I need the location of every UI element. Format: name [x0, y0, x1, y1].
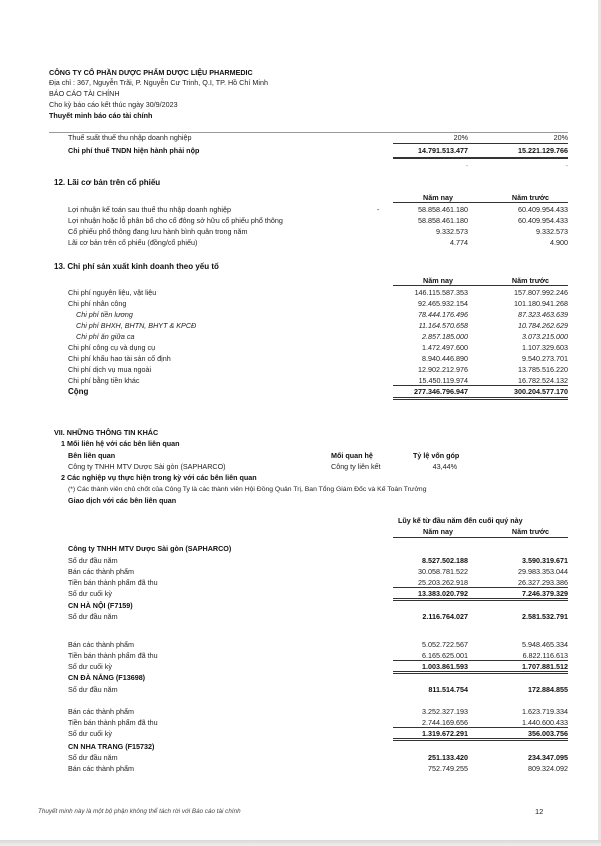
cost-row-previous: 1.107.329.603	[522, 343, 568, 352]
costs-total-label: Cộng	[68, 387, 89, 396]
party-row-current: 13.383.020.792	[418, 589, 468, 598]
party-row-label: Bán các thành phẩm	[68, 707, 134, 716]
party-row-previous: 1.623.719.334	[522, 707, 568, 716]
party-row-previous: 2.581.532.791	[522, 612, 568, 621]
col-group-cumulative: Lũy kế từ đầu năm đến cuối quý này	[398, 516, 523, 525]
tax-rate-label: Thuế suất thuế thu nhập doanh nghiệp	[68, 133, 192, 142]
tax-subtotal-line	[393, 143, 568, 144]
eps-row-label: Cổ phiếu phổ thông đang lưu hành bình quân trong năm	[68, 227, 248, 236]
eps-title: 12. Lãi cơ bản trên cổ phiếu	[54, 178, 161, 187]
party-row-label: Số dư đầu năm	[68, 612, 118, 621]
eps-row-current: 9.332.573	[436, 227, 468, 236]
tax-expense-previous: 15.221.129.766	[518, 146, 568, 155]
tx-header-line	[393, 537, 568, 538]
eps-row-previous: 9.332.573	[536, 227, 568, 236]
cost-row-current: 92.465.932.154	[418, 299, 468, 308]
party-subtotal-line	[393, 660, 568, 661]
cost-subrow-label: Chi phí tiền lương	[76, 310, 133, 319]
party-name: CN HÀ NỘI (F7159)	[68, 601, 133, 610]
tax-expense-label: Chi phí thuế TNDN hiện hành phải nộp	[68, 146, 200, 155]
eps-dash-mark: -	[377, 205, 380, 214]
party-row-current: 251.133.420	[428, 753, 468, 762]
costs-total-current: 277.346.796.947	[414, 387, 468, 396]
eps-row-label: Lợi nhuận kế toán sau thuế thu nhập doanh nghiệp	[68, 205, 231, 214]
party-row-label: Bán các thành phẩm	[68, 764, 134, 773]
party-row-current: 3.252.327.193	[422, 707, 468, 716]
cost-row-label: Chi phí dịch vụ mua ngoài	[68, 365, 152, 374]
related-parties-title: 1 Mối liên hệ với các bên liên quan	[61, 439, 180, 448]
costs-total-double-line	[393, 397, 568, 400]
party-row-current: 6.165.625.001	[422, 651, 468, 660]
related-party-relation: Công ty liên kết	[331, 462, 381, 471]
company-address: Địa chỉ : 367, Nguyễn Trãi, P. Nguyễn Cư Trinh, Q.I, TP. Hồ Chí Minh	[49, 78, 268, 87]
party-row-label: Tiền bán thành phẩm đã thu	[68, 651, 158, 660]
key-members-note: (*) Các thành viên chủ chốt của Công Ty là các thành viên Hội Đồng Quản Trị, Ban Tổng Giám Đốc và Kế Toán Trưởng	[68, 486, 427, 493]
cost-row-previous: 16.782.524.132	[518, 376, 568, 385]
transactions-section-title: 2 Các nghiệp vụ thực hiện trong kỳ với các bên liên quan	[61, 473, 257, 482]
cost-row-label: Chi phí khấu hao tài sản cố định	[68, 354, 171, 363]
company-name: CÔNG TY CỔ PHẦN DƯỢC PHẨM DƯỢC LIỆU PHARMEDIC	[49, 68, 253, 77]
tx-col-current: Năm nay	[423, 527, 453, 536]
party-row-label: Số dư đầu năm	[68, 685, 118, 694]
col-related-party: Bên liên quan	[68, 451, 116, 460]
party-row-previous: 809.324.092	[528, 764, 568, 773]
party-row-label: Bán các thành phẩm	[68, 640, 134, 649]
party-row-label: Số dư cuối kỳ	[68, 589, 112, 598]
party-row-previous: 7.246.379.329	[522, 589, 568, 598]
costs-total-previous: 300.204.577.170	[514, 387, 568, 396]
party-row-label: Tiền bán thành phẩm đã thu	[68, 578, 158, 587]
cost-row-previous: 157.807.992.246	[514, 288, 568, 297]
cost-row-label: Chi phí nguyên liệu, vật liệu	[68, 288, 157, 297]
eps-header-line	[393, 202, 568, 203]
tax-rate-current: 20%	[453, 133, 468, 142]
eps-row-current: 58.858.461.180	[418, 216, 468, 225]
report-title: BÁO CÁO TÀI CHÍNH	[49, 89, 120, 98]
related-party-name: Công ty TNHH MTV Dược Sài gòn (SAPHARCO)	[68, 462, 226, 471]
party-row-current: 25.203.262.918	[418, 578, 468, 587]
cost-subrow-current: 2.857.185.000	[422, 332, 468, 341]
party-row-previous: 356.003.756	[528, 729, 568, 738]
footer-note: Thuyết minh này là một bộ phận không thể tách rời với Báo cáo tài chính	[38, 808, 241, 815]
cost-subrow-label: Chi phí ăn giữa ca	[76, 332, 135, 341]
party-row-previous: 3.590.319.671	[522, 556, 568, 565]
cost-row-label: Chi phí nhân công	[68, 299, 127, 308]
costs-subtotal-line	[393, 385, 568, 386]
costs-col-current: Năm nay	[423, 276, 453, 285]
cost-row-label: Chi phí công cụ và dụng cụ	[68, 343, 156, 352]
costs-title: 13. Chi phí sản xuất kinh doanh theo yếu tố	[54, 262, 219, 271]
cost-row-previous: 9.540.273.701	[522, 354, 568, 363]
party-row-previous: 5.948.465.334	[522, 640, 568, 649]
party-name: CN NHA TRANG (F15732)	[68, 742, 155, 751]
party-row-previous: 1.707.881.512	[522, 662, 568, 671]
col-capital-ratio: Tỷ lệ vốn góp	[413, 451, 460, 460]
eps-row-current: 58.858.461.180	[418, 205, 468, 214]
eps-col-previous: Năm trước	[511, 193, 549, 202]
cost-row-current: 15.450.119.974	[418, 376, 468, 385]
party-row-current: 5.052.722.567	[422, 640, 468, 649]
party-row-current: 752.749.255	[428, 764, 468, 773]
cost-row-previous: 13.785.516.220	[518, 365, 568, 374]
transactions-subtitle: Giao dịch với các bên liên quan	[68, 496, 177, 505]
cost-subrow-previous: 87.323.463.639	[518, 310, 568, 319]
tx-col-previous: Năm trước	[511, 527, 549, 536]
eps-row-label: Lãi cơ bản trên cổ phiếu (đồng/cổ phiếu)	[68, 238, 198, 247]
eps-col-current: Năm nay	[423, 193, 453, 202]
cost-subrow-current: 78.444.176.496	[418, 310, 468, 319]
party-row-label: Bán các thành phẩm	[68, 567, 134, 576]
tax-total-double-line	[393, 157, 568, 159]
eps-row-previous: 4.900	[550, 238, 568, 247]
cost-row-current: 12.902.212.976	[418, 365, 468, 374]
cost-row-previous: 101.180.941.268	[514, 299, 568, 308]
eps-row-previous: 60.409.954.433	[518, 216, 568, 225]
party-row-current: 1.003.861.593	[422, 662, 468, 671]
party-row-label: Tiền bán thành phẩm đã thu	[68, 718, 158, 727]
tax-expense-current: 14.791.513.477	[418, 146, 468, 155]
page-number: 12	[535, 807, 544, 816]
party-subtotal-line	[393, 727, 568, 728]
party-name: Công ty TNHH MTV Dược Sài gòn (SAPHARCO)	[68, 544, 232, 553]
party-row-previous: 1.440.600.433	[522, 718, 568, 727]
party-total-double-line	[393, 738, 568, 741]
party-row-current: 2.116.764.027	[422, 612, 468, 621]
cost-subrow-current: 11.164.570.658	[418, 321, 468, 330]
party-row-current: 30.058.781.522	[418, 567, 468, 576]
party-row-previous: 234.347.095	[528, 753, 568, 762]
cost-row-label: Chi phí bằng tiền khác	[68, 376, 140, 385]
cost-subrow-previous: 3.073.215.000	[522, 332, 568, 341]
eps-row-previous: 60.409.954.433	[518, 205, 568, 214]
tax-rate-previous: 20%	[553, 133, 568, 142]
cost-row-current: 1.472.497.600	[422, 343, 468, 352]
party-row-label: Số dư cuối kỳ	[68, 729, 112, 738]
page-bottom-shadow	[0, 840, 601, 846]
costs-header-line	[393, 285, 568, 286]
party-row-current: 811.514.754	[428, 685, 468, 694]
col-relationship: Mối quan hệ	[331, 451, 373, 460]
party-row-previous: 6.822.116.613	[522, 651, 568, 660]
section-title: Thuyết minh báo cáo tài chính	[49, 111, 153, 120]
tax-dash-current: -	[465, 161, 468, 170]
costs-col-previous: Năm trước	[511, 276, 549, 285]
related-party-ratio: 43,44%	[432, 462, 457, 471]
party-row-label: Số dư đầu năm	[68, 556, 118, 565]
cost-subrow-label: Chi phí BHXH, BHTN, BHYT & KPCĐ	[76, 321, 197, 330]
party-row-previous: 26.327.293.386	[518, 578, 568, 587]
tax-dash-previous: -	[565, 161, 568, 170]
party-row-current: 2.744.169.656	[422, 718, 468, 727]
party-total-double-line	[393, 671, 568, 674]
eps-row-label: Lợi nhuận hoặc lỗ phân bổ cho cổ đông sở hữu cổ phiếu phổ thông	[68, 216, 283, 225]
party-name: CN ĐÀ NẴNG (F13698)	[68, 673, 146, 682]
party-row-current: 1.319.672.291	[422, 729, 468, 738]
other-info-title: VII. NHỮNG THÔNG TIN KHÁC	[54, 428, 159, 437]
cost-row-current: 146.115.587.353	[414, 288, 468, 297]
cost-subrow-previous: 10.784.262.629	[518, 321, 568, 330]
cost-row-current: 8.940.446.890	[422, 354, 468, 363]
party-row-label: Số dư cuối kỳ	[68, 662, 112, 671]
party-row-previous: 29.983.353.044	[518, 567, 568, 576]
report-period: Cho kỳ báo cáo kết thúc ngày 30/9/2023	[49, 100, 178, 109]
party-total-double-line	[393, 598, 568, 601]
party-row-label: Số dư đầu năm	[68, 753, 118, 762]
eps-row-current: 4.774	[450, 238, 468, 247]
party-subtotal-line	[393, 587, 568, 588]
party-row-current: 8.527.502.188	[422, 556, 468, 565]
party-row-previous: 172.884.855	[528, 685, 568, 694]
